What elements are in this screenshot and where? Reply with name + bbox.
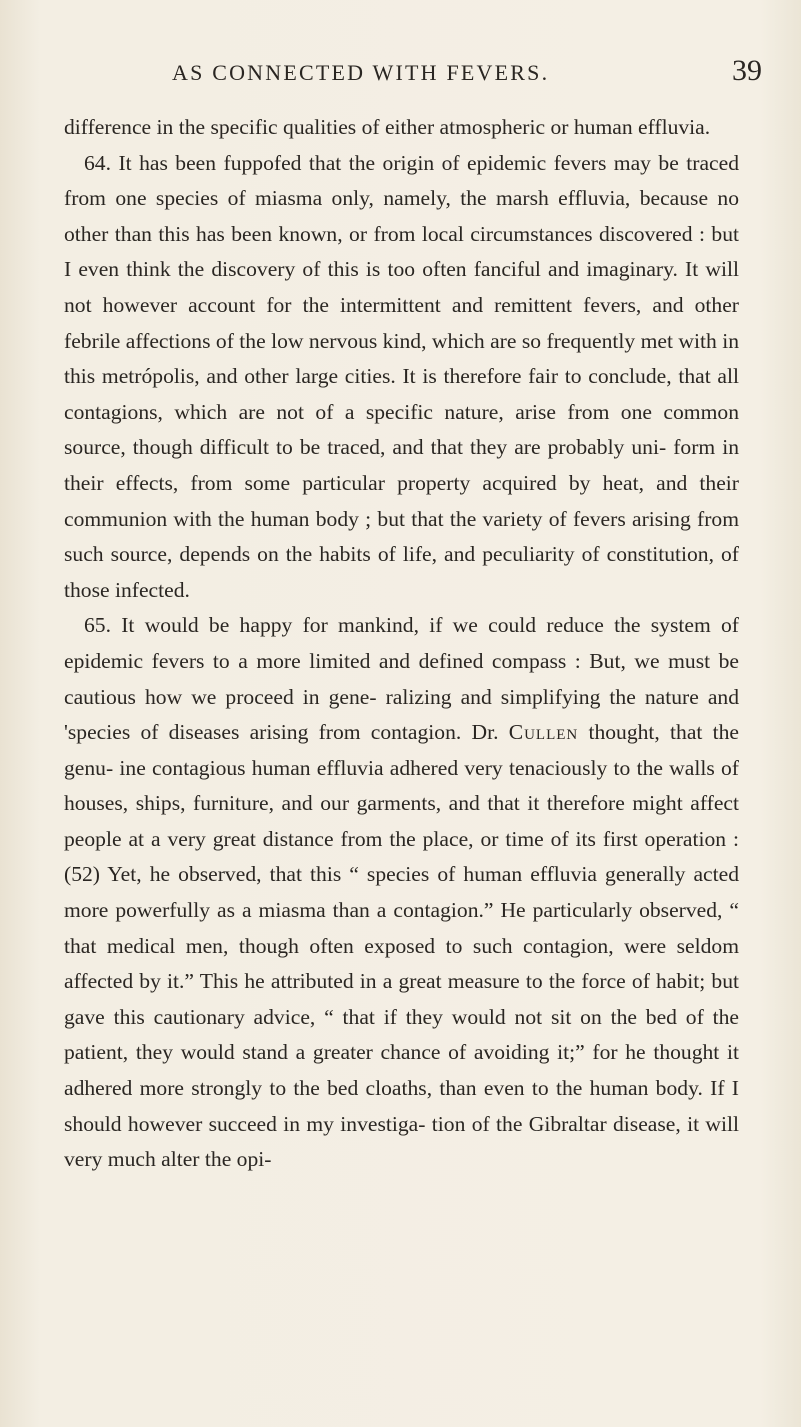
page-number: 39 xyxy=(732,54,762,87)
running-head: AS CONNECTED WITH FEVERS. xyxy=(172,60,550,85)
author-name-cullen: Cullen xyxy=(508,720,579,745)
page-header xyxy=(172,54,762,94)
paragraph-continuation: difference in the specific qualities of either atmospheric or human effluvia. xyxy=(64,115,711,139)
paragraph-65-part-1: 65. It would be happy for mankind, if we could reduce the system of epidemic fevers to a more limited and defined compass : But, we must be cautious how we proceed in gene- ralizing and simplifying the nature and 'species of diseases arising from contagion. Dr. xyxy=(64,613,739,745)
paragraph-64: 64. It has been fuppofed that the origin of epidemic fevers may be traced from one species of miasma only, namely, the marsh effluvia, because no other than this has been known, or from local circumstances discovered : but I even think the discovery of this is too often fanciful and imaginary. It will not however account for the intermittent and remittent fevers, and other febrile affections of the low nervous kind, which are so frequently met with in this metrópolis, and other large cities. It is therefore fair to conclude, that all contagions, which are not of a specific nature, arise from one common source, though difficult to be traced, and that they are probably uni- form in their effects, from some particular property acquired by heat, and their communion with the human body ; but that the variety of fevers arising from such source, depends on the habits of life, and peculiarity of constitution, of those infected. xyxy=(64,150,739,602)
paragraph-65 xyxy=(64,608,739,1178)
paragraph-65-part-2: thought, that the genu- ine contagious human effluvia adhered very tenaciously to the walls of houses, ships, furniture, and our garments, and that it therefore might affect people at a very great distance from the place, or time of its first operation : (52) Yet, he observed, that this “ species of human effluvia generally acted more powerfully as a miasma than a contagion.” He particularly observed, “ that medical men, though often exposed to such contagion, were seldom affected by it.” This he attributed in a great measure to the force of habit; but gave this cautionary advice, “ that if they would not sit on the bed of the patient, they would stand a greater chance of avoiding it;” for he thought it adhered more strongly to the bed cloaths, than even to the human body. If I should however succeed in my investiga- tion of the Gibraltar disease, it will very much alter the opi- xyxy=(64,720,739,1172)
body-text xyxy=(64,110,739,1178)
